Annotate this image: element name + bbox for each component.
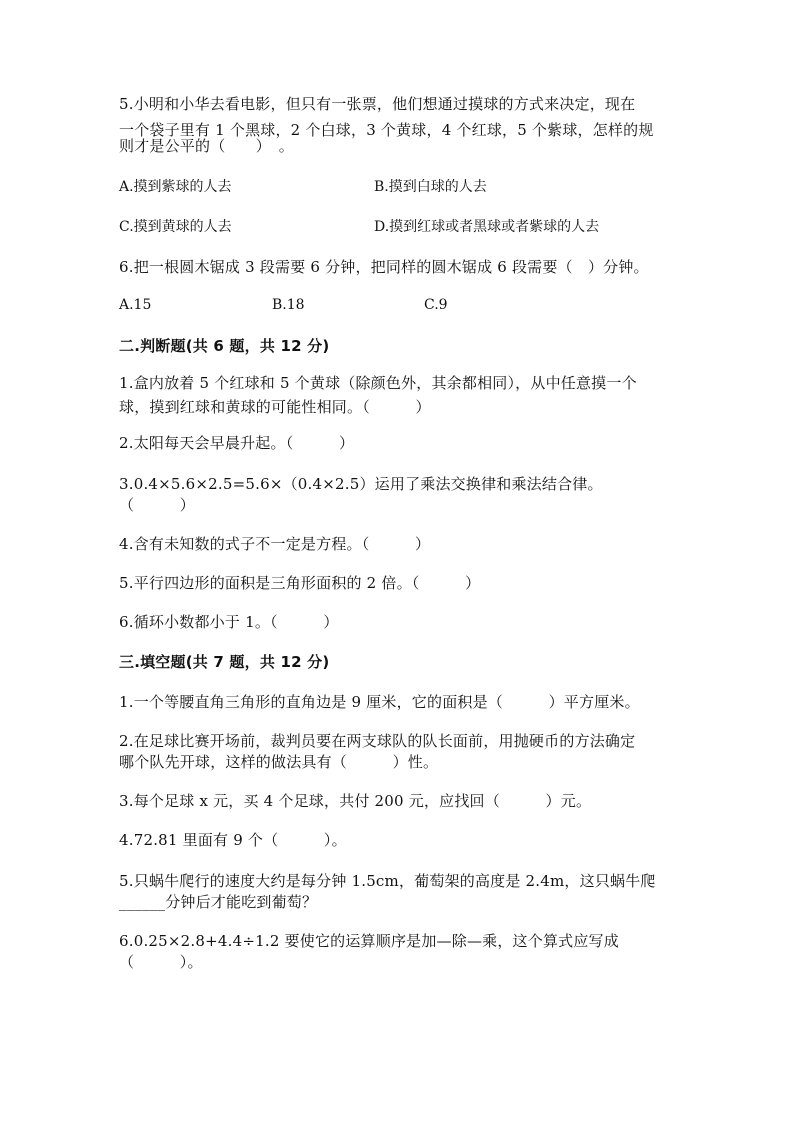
judge-question-4: 4.含有未知数的式子不一定是方程。（ ） [119, 535, 431, 553]
judge-question-1-line-2: 球，摸到红球和黄球的可能性相同。（ ） [119, 398, 431, 416]
option-a: A.15 [119, 297, 152, 313]
judge-question-3-line-2: （ ） [119, 496, 196, 514]
option-c: C.摸到黄球的人去 [119, 219, 232, 235]
fill-question-5-line-1: 5.只蜗牛爬行的速度大约是每分钟 1.5cm，葡萄架的高度是 2.4m，这只蜗牛爬 [119, 872, 656, 890]
question-6-choice: 6.把一根圆木锯成 3 段需要 6 分钟，把同样的圆木锯成 6 段需要（ ）分钟。 [119, 258, 649, 276]
judge-question-5: 5.平行四边形的面积是三角形面积的 2 倍。（ ） [119, 574, 481, 592]
fill-question-6-line-1: 6.0.25×2.8+4.4÷1.2 要使它的运算顺序是加—除—乘，这个算式应写成 [119, 932, 619, 950]
judge-question-2: 2.太阳每天会早晨升起。（ ） [119, 434, 355, 452]
fill-question-2-line-1: 2.在足球比赛开场前，裁判员要在两支球队的队长面前，用抛硬币的方法确定 [119, 732, 636, 750]
question-5-choice-line-1: 5.小明和小华去看电影，但只有一张票，他们想通过摸球的方式来决定，现在 [119, 95, 636, 113]
option-c: C.9 [424, 297, 448, 313]
judge-question-1-line-1: 1.盒内放着 5 个红球和 5 个黄球（除颜色外，其余都相同），从中任意摸一个 [119, 374, 637, 392]
fill-question-6-line-2: （ ）。 [119, 953, 203, 971]
question-5-choice-line-2: 一个袋子里有 1 个黑球，2 个白球，3 个黄球，4 个红球，5 个紫球，怎样的规 [119, 121, 654, 139]
option-b: B.18 [272, 297, 305, 313]
judge-question-3-line-1: 3.0.4×5.6×2.5=5.6×（0.4×2.5）运用了乘法交换律和乘法结合律。 [119, 475, 603, 493]
option-a: A.摸到紫球的人去 [119, 179, 232, 195]
section-3-heading: 三.填空题(共 7 题，共 12 分) [119, 653, 330, 671]
option-d: D.摸到红球或者黑球或者紫球的人去 [374, 219, 600, 235]
fill-question-3: 3.每个足球 x 元，买 4 个足球，共付 200 元，应找回（ ）元。 [119, 792, 592, 810]
fill-question-1: 1.一个等腰直角三角形的直角边是 9 厘米，它的面积是（ ）平方厘米。 [119, 693, 640, 711]
fill-question-5-line-2: ______分钟后才能吃到葡萄？ [119, 893, 318, 911]
fill-question-2-line-2: 哪个队先开球，这样的做法具有（ ）性。 [119, 753, 439, 771]
option-b: B.摸到白球的人去 [374, 179, 487, 195]
question-5-choice-line-3: 则才是公平的（ ） 。 [119, 137, 294, 155]
section-2-heading: 二.判断题(共 6 题，共 12 分) [119, 337, 330, 355]
judge-question-6: 6.循环小数都小于 1。（ ） [119, 613, 339, 631]
fill-question-4: 4.72.81 里面有 9 个（ ）。 [119, 831, 347, 849]
